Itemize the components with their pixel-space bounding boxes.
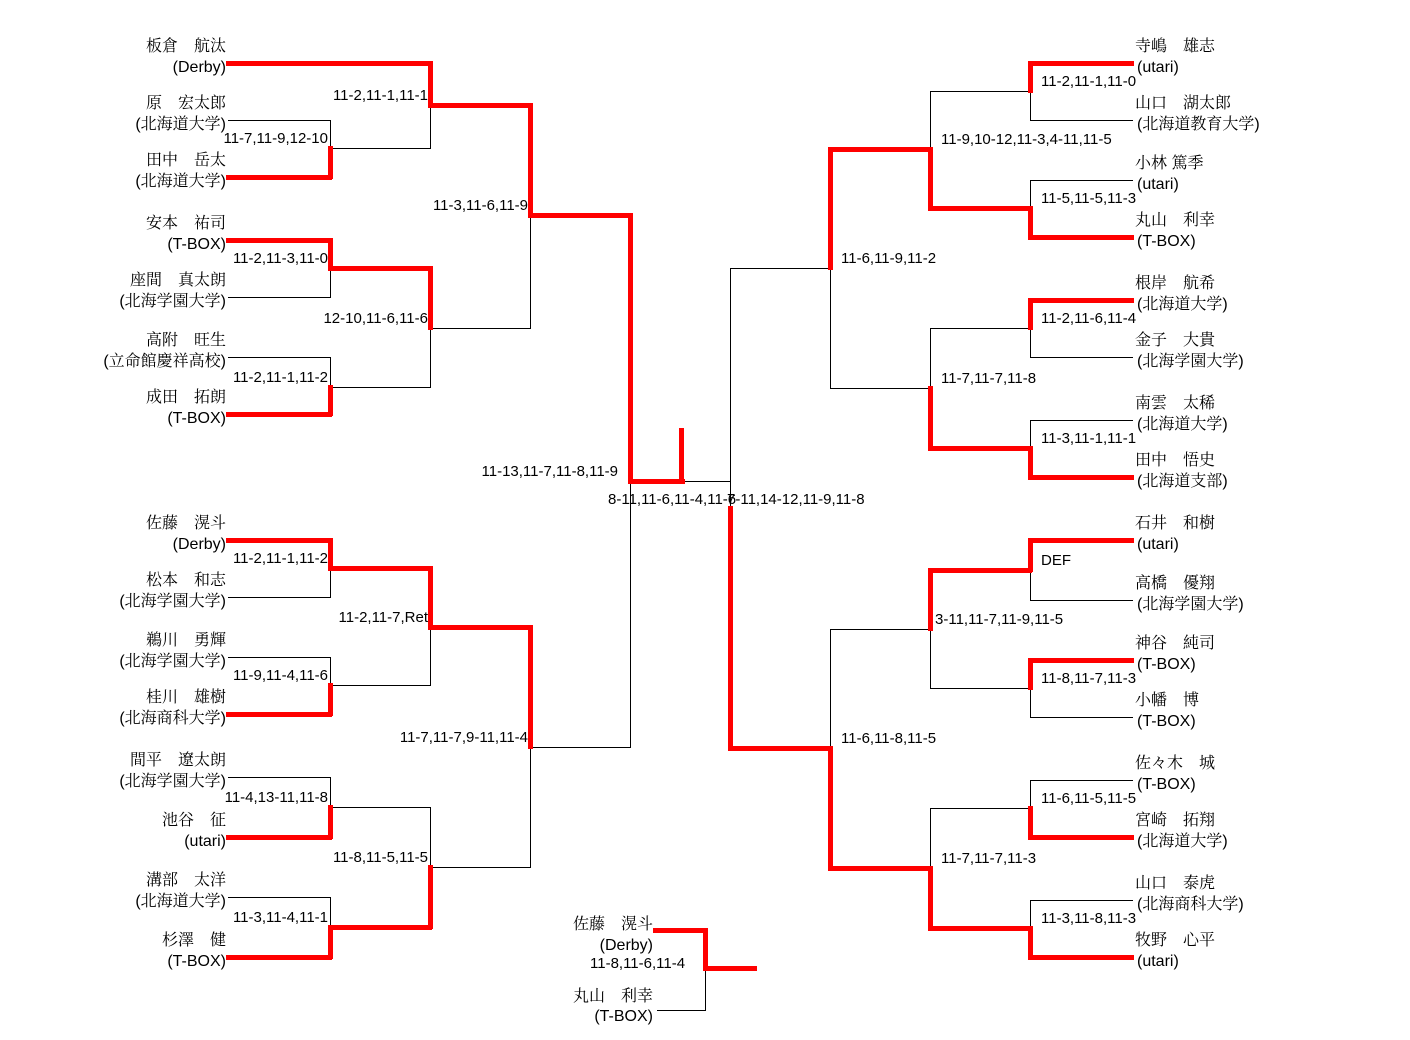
bracket-line (330, 148, 431, 149)
bracket-line (1030, 780, 1133, 781)
player-name: 池谷 征 (161, 812, 226, 829)
bracket-line (430, 328, 531, 329)
player-name: 石井 和樹 (1135, 515, 1216, 532)
player-name: 神谷 純司 (1135, 635, 1216, 652)
player-name: 金子 大貴 (1135, 332, 1216, 349)
player-name: 田中 悟史 (1135, 452, 1216, 469)
match-score: 11-2,11-7,Ret (338, 609, 428, 626)
match-score: 11-7,11-7,9-11,11-4 (399, 729, 528, 746)
winner-path-line (1028, 806, 1033, 839)
winner-path-line (828, 746, 833, 870)
match-score: 11-8,11-5,11-5 (332, 849, 428, 866)
player-name: 小林 篤季 (1135, 155, 1204, 172)
bracket-line (530, 747, 631, 748)
bracket-line (228, 120, 331, 121)
winner-path-line (828, 147, 833, 270)
match-score: 11-5,11-5,11-3 (1041, 190, 1137, 207)
bracket-line (930, 91, 1031, 92)
bracket-line (1030, 357, 1133, 358)
player-affiliation: (utari) (1137, 59, 1179, 76)
winner-path-line (428, 103, 532, 108)
winner-path-line (226, 175, 332, 180)
winner-path-line (679, 428, 684, 483)
match-score: 11-2,11-6,11-4 (1041, 310, 1137, 327)
match-score: 11-9,10-12,11-3,4-11,11-5 (941, 131, 1112, 148)
player-name: 宮崎 拓翔 (1135, 812, 1216, 829)
match-score: 11-7,11-7,11-8 (941, 370, 1037, 387)
bracket-line (330, 357, 331, 388)
player-name: 安本 祐司 (145, 215, 226, 232)
winner-path-line (628, 213, 633, 483)
winner-path-line (226, 61, 432, 66)
winner-path-line (328, 266, 432, 271)
winner-path-line (226, 412, 332, 417)
player-name: 佐藤 滉斗 (145, 515, 226, 532)
player-affiliation: (北海学園大学) (119, 593, 226, 610)
bracket-line (430, 867, 531, 868)
winner-path-line (428, 266, 433, 330)
match-score: 11-2,11-1,11-1 (332, 87, 428, 104)
winner-path-line (928, 147, 933, 210)
player-name: 桂川 雄樹 (145, 689, 226, 706)
winner-path-line (1028, 475, 1134, 480)
player-affiliation: (T-BOX) (594, 1008, 653, 1025)
player-affiliation: (北海道大学) (135, 116, 226, 133)
bracket-line (830, 629, 931, 630)
player-affiliation: (utari) (1137, 176, 1179, 193)
winner-path-line (728, 746, 832, 751)
bracket-line (228, 357, 331, 358)
bracket-line (330, 685, 431, 686)
bracket-line (930, 808, 1031, 809)
winner-path-line (528, 213, 632, 218)
player-affiliation: (北海学園大学) (1137, 596, 1244, 613)
player-affiliation: (utari) (1137, 536, 1179, 553)
player-affiliation: (北海学園大学) (119, 773, 226, 790)
winner-path-line (1028, 835, 1134, 840)
bracket-line (630, 481, 631, 748)
winner-path-line (328, 566, 432, 571)
bracket-line (228, 597, 331, 598)
player-affiliation: (北海道大学) (1137, 296, 1228, 313)
bracket-line (830, 629, 831, 749)
player-name: 座間 真太朗 (129, 272, 226, 289)
winner-path-line (328, 538, 333, 570)
player-affiliation: (北海道大学) (1137, 833, 1228, 850)
bracket-line (705, 968, 706, 1011)
player-affiliation: (T-BOX) (1137, 233, 1196, 250)
match-score: 11-2,11-1,11-0 (1041, 73, 1137, 90)
winner-path-line (1028, 538, 1033, 572)
bracket-line (530, 215, 531, 329)
bracket-line (430, 328, 431, 388)
bracket-line (530, 747, 531, 868)
winner-path-line (828, 147, 932, 152)
match-score: 11-2,11-3,11-0 (232, 250, 328, 267)
bracket-line (930, 328, 1031, 329)
player-affiliation: (Derby) (172, 536, 226, 553)
bracket-line (1030, 420, 1133, 421)
winner-path-line (328, 683, 333, 716)
bracket-line (657, 1010, 706, 1011)
winner-path-line (928, 386, 933, 450)
winner-path-line (528, 103, 533, 217)
winner-path-line (653, 928, 707, 933)
player-affiliation: (立命館慶祥高校) (103, 353, 226, 370)
player-name: 山口 湖太郎 (1135, 95, 1232, 112)
winner-path-line (1028, 298, 1033, 330)
player-affiliation: (Derby) (172, 59, 226, 76)
match-score: DEF (1041, 552, 1071, 569)
winner-path-line (1028, 955, 1134, 960)
bracket-line (830, 268, 831, 389)
bracket-line (930, 808, 931, 869)
winner-path-line (1028, 926, 1033, 959)
bracket-line (1030, 328, 1031, 358)
winner-path-line (703, 928, 708, 970)
player-affiliation: (北海学園大学) (1137, 353, 1244, 370)
bracket-line (430, 627, 431, 686)
bracket-line (330, 120, 331, 149)
bracket-line (730, 268, 731, 509)
bracket-line (1030, 780, 1031, 809)
match-score: 11-8,11-6,11-4 (590, 955, 686, 972)
winner-path-line (703, 966, 757, 971)
winner-path-line (928, 206, 1032, 211)
match-score: 11-6,11-5,11-5 (1041, 790, 1137, 807)
bracket-line (930, 328, 931, 389)
winner-path-line (328, 805, 333, 839)
bracket-line (1030, 420, 1031, 449)
bracket-line (1030, 900, 1133, 901)
player-affiliation: (北海道大学) (135, 173, 226, 190)
winner-path-line (1028, 206, 1033, 239)
bracket-line (330, 897, 331, 928)
match-score: 11-2,11-1,11-2 (232, 369, 328, 386)
match-score: 11-4,13-11,11-8 (224, 789, 328, 806)
bracket-line (330, 387, 431, 388)
match-score: 11-3,11-1,11-1 (1041, 430, 1137, 447)
player-affiliation: (utari) (1137, 953, 1179, 970)
winner-path-line (226, 238, 332, 243)
match-score: 7-11,14-12,11-9,11-8 (727, 491, 865, 508)
winner-path-line (928, 446, 1032, 451)
winner-path-line (428, 566, 433, 629)
winner-path-line (928, 866, 933, 930)
winner-path-line (226, 835, 332, 840)
bracket-line (1030, 900, 1031, 929)
bracket-line (1030, 570, 1031, 601)
player-name: 田中 岳太 (145, 152, 226, 169)
match-score: 11-9,11-4,11-6 (232, 667, 328, 684)
bracket-line (430, 807, 431, 868)
winner-path-line (728, 506, 733, 750)
player-affiliation: (北海学園大学) (119, 293, 226, 310)
player-name: 南雲 太稀 (1135, 395, 1216, 412)
match-score: 11-6,11-8,11-5 (841, 730, 937, 747)
bracket-line (930, 688, 1031, 689)
bracket-line (430, 105, 431, 149)
winner-path-line (1028, 446, 1033, 479)
bracket-line (330, 807, 431, 808)
winner-path-line (328, 238, 333, 270)
bracket-line (830, 388, 931, 389)
bracket-line (330, 657, 331, 686)
bracket-line (1030, 120, 1133, 121)
winner-path-line (226, 955, 332, 960)
player-affiliation: (T-BOX) (167, 410, 226, 427)
winner-path-line (1028, 658, 1134, 663)
winner-path-line (1028, 658, 1033, 690)
bracket-line (228, 297, 331, 298)
bracket-line (228, 777, 331, 778)
winner-path-line (226, 712, 332, 717)
player-name: 杉澤 健 (161, 932, 226, 949)
match-score: 8-11,11-6,11-4,11-6 (608, 491, 737, 508)
bracket-line (1030, 91, 1031, 121)
player-affiliation: (北海道教育大学) (1137, 116, 1260, 133)
player-name: 佐々木 城 (1135, 755, 1216, 772)
winner-path-line (328, 385, 333, 416)
player-name: 成田 拓朗 (145, 389, 226, 406)
player-affiliation: (T-BOX) (167, 236, 226, 253)
bracket-line (1030, 600, 1133, 601)
match-score: 11-6,11-9,11-2 (841, 250, 937, 267)
bracket-line (683, 481, 731, 482)
match-score: 11-7,11-9,12-10 (223, 130, 328, 147)
winner-path-line (928, 568, 1032, 573)
player-name: 根岸 航希 (1135, 275, 1216, 292)
player-affiliation: (T-BOX) (1137, 656, 1196, 673)
player-name: 板倉 航汰 (145, 38, 226, 55)
player-name: 小幡 博 (1135, 692, 1200, 709)
winner-path-line (1028, 298, 1134, 303)
player-affiliation: (Derby) (599, 937, 653, 954)
player-name: 丸山 利幸 (572, 988, 653, 1005)
player-name: 間平 遼太朗 (129, 752, 226, 769)
winner-path-line (328, 925, 333, 959)
winner-path-line (1028, 61, 1134, 66)
winner-path-line (528, 625, 533, 749)
winner-path-line (828, 866, 932, 871)
player-name: 高附 旺生 (145, 332, 226, 349)
match-score: 12-10,11-6,11-6 (323, 310, 428, 327)
player-affiliation: (T-BOX) (1137, 776, 1196, 793)
bracket-line (730, 268, 831, 269)
match-score: 11-3,11-4,11-1 (232, 909, 328, 926)
match-score: 3-11,11-7,11-9,11-5 (935, 611, 1064, 628)
winner-path-line (428, 865, 433, 929)
player-name: 溝部 太洋 (145, 872, 226, 889)
winner-path-line (1028, 235, 1134, 240)
match-score: 11-8,11-7,11-3 (1041, 670, 1137, 687)
player-affiliation: (北海道大学) (135, 893, 226, 910)
winner-path-line (428, 625, 532, 630)
bracket-line (1030, 688, 1031, 718)
winner-path-line (226, 538, 332, 543)
bracket-line (330, 568, 331, 598)
player-name: 佐藤 滉斗 (572, 916, 653, 933)
winner-path-line (328, 146, 333, 179)
match-score: 11-3,11-6,11-9 (432, 197, 528, 214)
player-name: 丸山 利幸 (1135, 212, 1216, 229)
player-affiliation: (北海商科大学) (119, 710, 226, 727)
bracket-line (1030, 717, 1133, 718)
bracket-line (1030, 180, 1031, 209)
winner-path-line (928, 568, 933, 631)
match-score: 11-2,11-1,11-2 (232, 550, 328, 567)
player-name: 寺嶋 雄志 (1135, 38, 1216, 55)
bracket-line (930, 91, 931, 150)
match-score: 11-7,11-7,11-3 (941, 850, 1037, 867)
player-name: 鵜川 勇輝 (145, 632, 226, 649)
bracket-line (228, 897, 331, 898)
player-affiliation: (北海道大学) (1137, 416, 1228, 433)
winner-path-line (328, 925, 432, 930)
player-name: 松本 和志 (145, 572, 226, 589)
player-name: 高橋 優翔 (1135, 575, 1216, 592)
winner-path-line (928, 926, 1032, 931)
player-name: 原 宏太郎 (145, 95, 226, 112)
match-score: 11-13,11-7,11-8,11-9 (481, 463, 618, 480)
player-affiliation: (北海商科大学) (1137, 896, 1244, 913)
bracket-line (930, 629, 931, 689)
bracket-line (1030, 180, 1133, 181)
player-name: 山口 泰虎 (1135, 875, 1216, 892)
player-affiliation: (北海学園大学) (119, 653, 226, 670)
bracket-line (330, 268, 331, 298)
player-name: 牧野 心平 (1135, 932, 1216, 949)
player-affiliation: (T-BOX) (1137, 713, 1196, 730)
winner-path-line (628, 479, 685, 484)
winner-path-line (1028, 61, 1033, 93)
match-score: 11-3,11-8,11-3 (1041, 910, 1137, 927)
player-affiliation: (北海道支部) (1137, 473, 1228, 490)
winner-path-line (428, 61, 433, 107)
player-affiliation: (utari) (184, 833, 226, 850)
bracket-line (228, 657, 331, 658)
player-affiliation: (T-BOX) (167, 953, 226, 970)
bracket-line (330, 777, 331, 808)
winner-path-line (1028, 538, 1134, 543)
